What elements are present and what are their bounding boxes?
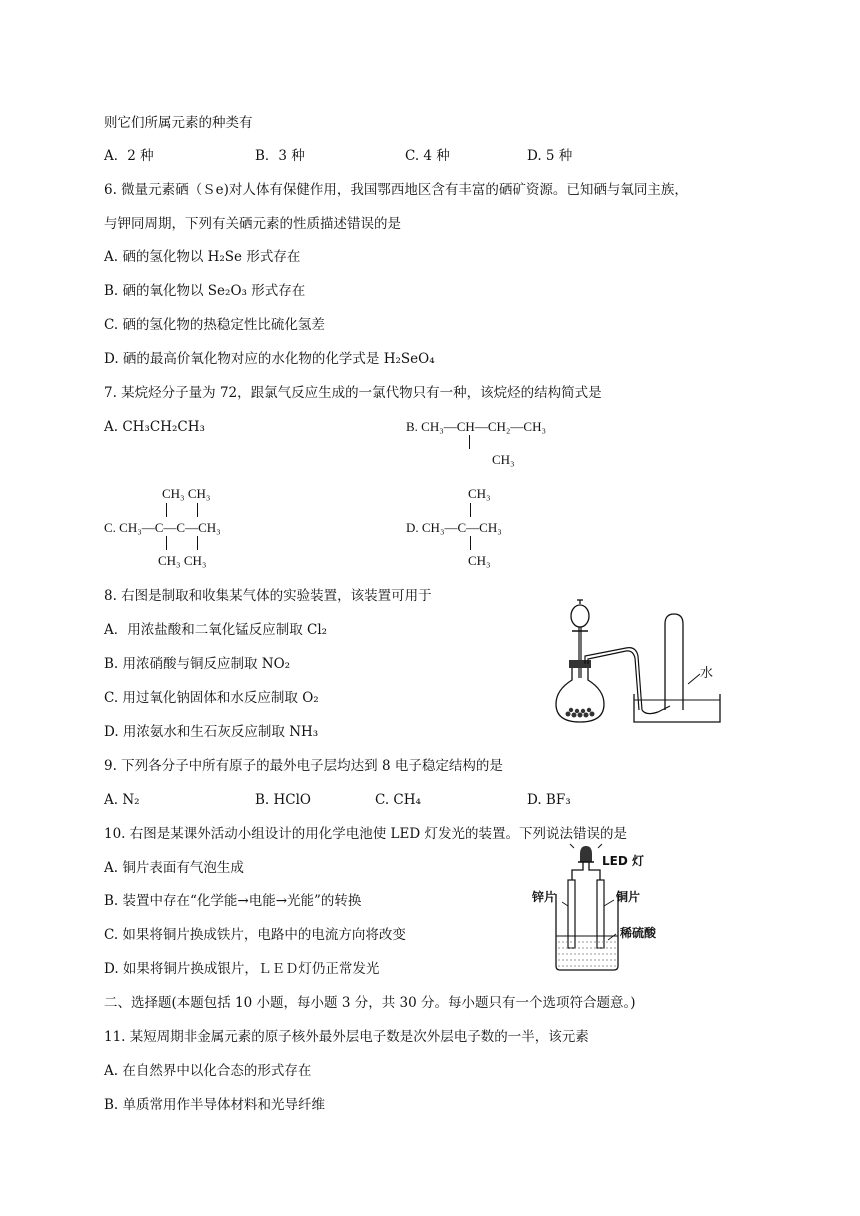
- bond-line: [166, 503, 167, 517]
- q11-option-a: A. 在自然界中以化合态的形式存在: [104, 1063, 312, 1079]
- q7-c-bottom: CH₃ CH₃: [158, 553, 207, 568]
- q7-stem: 7. 某烷烃分子量为 72，跟氯气反应生成的一氯代物只有一种，该烷烃的结构简式是: [104, 385, 602, 401]
- q7-b-branch: CH₃: [492, 452, 515, 467]
- bond-line: [470, 503, 471, 517]
- figure-label-copper: 铜片: [616, 890, 641, 904]
- option-d: D. 5 种: [527, 148, 573, 164]
- q8-option-a: A．用浓盐酸和二氧化锰反应制取 Cl₂: [104, 622, 328, 638]
- bond-line: [197, 503, 198, 517]
- q7-c-top: CH₃ CH₃: [162, 486, 211, 501]
- q9-option-a: A. N₂: [104, 792, 140, 808]
- q11-option-b: B. 单质常用作半导体材料和光导纤维: [104, 1097, 326, 1113]
- q8-option-b: B. 用浓硝酸与铜反应制取 NO₂: [104, 656, 291, 672]
- figure-label-water: 水: [700, 666, 714, 681]
- q9-stem: 9. 下列各分子中所有原子的最外电子层均达到 8 电子稳定结构的是: [104, 758, 503, 774]
- figure-label-zinc: 锌片: [532, 890, 557, 904]
- q6-option-d: D. 硒的最高价氧化物对应的水化物的化学式是 H₂SeO₄: [104, 351, 435, 367]
- figure-label-acid: 稀硫酸: [620, 926, 657, 940]
- q6-stem-line1: 6. 微量元素硒（Ｓe)对人体有保健作用，我国鄂西地区含有丰富的硒矿资源。已知硒与氧同主族，: [104, 182, 688, 198]
- q7-c-main-chain: C. CH₃—C—C—CH₃: [104, 520, 221, 535]
- q9-option-b: B. HClO: [255, 792, 311, 808]
- q7-d-top: CH₃: [468, 486, 491, 501]
- q6-option-a: A. 硒的氢化物以 H₂Se 形式存在: [104, 249, 301, 265]
- option-b: B．3 种: [255, 148, 305, 164]
- figure-label-led: LED 灯: [602, 854, 644, 868]
- q7-option-a: A. CH₃CH₂CH₃: [104, 419, 205, 435]
- bond-line: [197, 536, 198, 550]
- led-battery-figure: [528, 842, 668, 974]
- q9-option-d: D. BF₃: [527, 792, 571, 808]
- q10-option-b: B. 装置中存在“化学能→电能→光能”的转换: [104, 893, 362, 909]
- q7-d-main-chain: D. CH₃—C—CH₃: [406, 520, 502, 535]
- q7-b-main-chain: B. CH₃—CH—CH₂—CH₃: [406, 419, 547, 434]
- q6-option-c: C. 硒的氢化物的热稳定性比硫化氢差: [104, 317, 325, 333]
- q7-d-bottom: CH₃: [468, 553, 491, 568]
- question-text-line: 则它们所属元素的种类有: [104, 115, 253, 131]
- q10-option-c: C. 如果将铜片换成铁片，电路中的电流方向将改变: [104, 927, 406, 943]
- q8-option-c: C. 用过氧化钠固体和水反应制取 O₂: [104, 690, 319, 706]
- section-heading: 二、选择题(本题包括 10 小题，每小题 3 分，共 30 分。每小题只有一个选项符合题意。): [104, 995, 636, 1011]
- bond-line: [166, 536, 167, 550]
- bond-line: [470, 536, 471, 550]
- q10-option-d: D. 如果将铜片换成银片，ＬＥＤ灯仍正常发光: [104, 961, 380, 977]
- gas-collection-apparatus-figure: [550, 598, 730, 733]
- q10-stem: 10. 右图是某课外活动小组设计的用化学电池使 LED 灯发光的装置。下列说法错误的是: [104, 826, 627, 842]
- q11-stem: 11. 某短周期非金属元素的原子核外最外层电子数是次外层电子数的一半，该元素: [104, 1029, 589, 1045]
- q6-option-b: B. 硒的氧化物以 Se₂O₃ 形式存在: [104, 283, 306, 299]
- option-a: A．2 种: [104, 148, 154, 164]
- q8-stem: 8. 右图是制取和收集某气体的实验装置，该装置可用于: [104, 588, 432, 604]
- q10-option-a: A. 铜片表面有气泡生成: [104, 860, 244, 876]
- q6-stem-line2: 与钾同周期，下列有关硒元素的性质描述错误的是: [104, 216, 401, 232]
- bond-line: [469, 435, 470, 449]
- q8-option-d: D. 用浓氨水和生石灰反应制取 NH₃: [104, 724, 319, 740]
- q9-option-c: C. CH₄: [375, 792, 421, 808]
- option-c: C. 4 种: [405, 148, 450, 164]
